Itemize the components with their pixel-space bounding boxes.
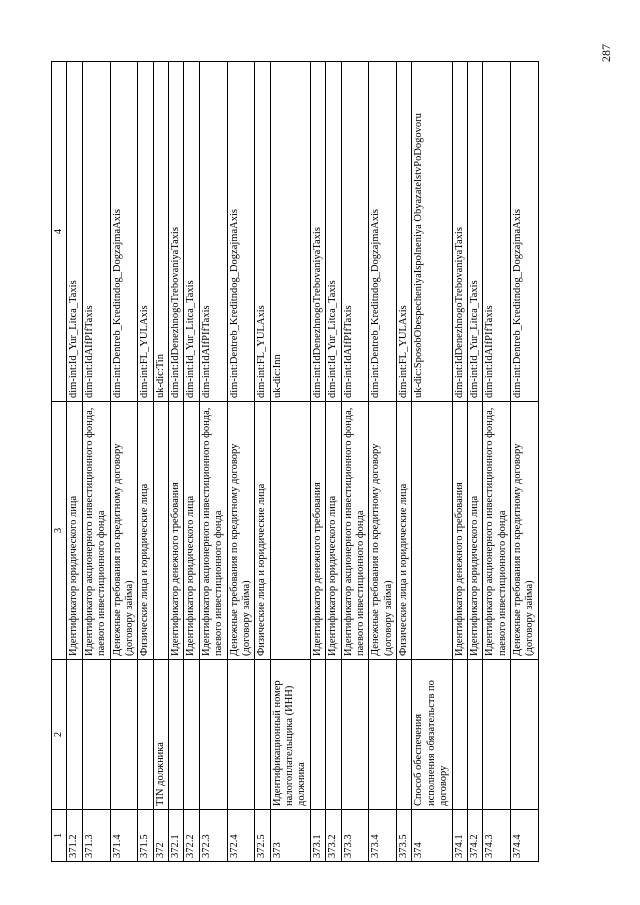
table-row xyxy=(227,62,255,862)
dimension-description-cell: Идентификатор юридического лица xyxy=(467,402,482,660)
indicator-name-cell xyxy=(169,660,184,810)
dimension-description-cell: Физические лица и юридические лица xyxy=(138,402,153,660)
table-row xyxy=(199,62,227,862)
row-number-cell: 374.4 xyxy=(511,810,539,862)
row-number-cell: 373.3 xyxy=(341,810,369,862)
table-row xyxy=(82,62,110,862)
dimension-description-cell: Денежные требования по кредитному договору (договору займа) xyxy=(227,402,255,660)
dimension-description-cell: Идентификатор акционерного инвестиционного фонда, паевого инвестиционного фонда xyxy=(483,402,511,660)
code-cell: dim-int:FL_YULAxis xyxy=(255,62,270,402)
row-number-cell: 372.2 xyxy=(184,810,199,862)
row-number-cell: 372.3 xyxy=(199,810,227,862)
code-cell: dim-int:FL_YULAxis xyxy=(397,62,412,402)
row-number-cell: 374.2 xyxy=(467,810,482,862)
indicator-name-cell xyxy=(227,660,255,810)
row-number-cell: 374.1 xyxy=(452,810,467,862)
dimension-description-cell xyxy=(153,402,168,660)
indicator-name-cell xyxy=(110,660,138,810)
code-cell: dim-int:Id_Yur_Litca_Taxis xyxy=(184,62,199,402)
row-number-cell: 371.4 xyxy=(110,810,138,862)
table-row xyxy=(184,62,199,862)
dimension-description-cell xyxy=(412,402,452,660)
column-header: 3 xyxy=(52,402,67,660)
code-cell: dim-int:IdDenezhnogoTrebovaniyaTaxis xyxy=(310,62,325,402)
dimension-description-cell: Идентификатор акционерного инвестиционного фонда, паевого инвестиционного фонда xyxy=(82,402,110,660)
dimension-description-cell: Денежные требования по кредитному договору (договору займа) xyxy=(110,402,138,660)
dimension-description-cell: Идентификатор денежного требования xyxy=(169,402,184,660)
indicator-name-cell xyxy=(452,660,467,810)
table-row xyxy=(369,62,397,862)
rotated-table-container xyxy=(51,62,539,862)
row-number-cell: 372.1 xyxy=(169,810,184,862)
header-row xyxy=(52,62,67,862)
table-row xyxy=(397,62,412,862)
table-row xyxy=(511,62,539,862)
code-cell: dim-int:IdAIfPIfTaxis xyxy=(341,62,369,402)
code-cell: uk-dic:SposobObespecheniyaIspolneniya ObyazatelstvPoDogovoru xyxy=(412,62,452,402)
dimension-description-cell: Идентификатор юридического лица xyxy=(326,402,341,660)
indicator-name-cell xyxy=(310,660,325,810)
table-body xyxy=(67,62,538,862)
code-cell: dim-int:IdDenezhnogoTrebovaniyaTaxis xyxy=(169,62,184,402)
indicator-name-cell: Способ обеспечения исполнения обязательств по договору xyxy=(412,660,452,810)
dimension-description-cell: Физические лица и юридические лица xyxy=(397,402,412,660)
row-number-cell: 372 xyxy=(153,810,168,862)
dimension-description-cell: Физические лица и юридические лица xyxy=(255,402,270,660)
dimension-description-cell: Идентификатор акционерного инвестиционного фонда, паевого инвестиционного фонда xyxy=(341,402,369,660)
code-cell: dim-int:FL_YULAxis xyxy=(138,62,153,402)
table-row xyxy=(153,62,168,862)
table-row xyxy=(255,62,270,862)
code-cell: dim-int:Id_Yur_Litca_Taxis xyxy=(67,62,82,402)
table-row xyxy=(341,62,369,862)
dimension-description-cell: Идентификатор денежного требования xyxy=(310,402,325,660)
table-row xyxy=(467,62,482,862)
indicator-name-cell xyxy=(369,660,397,810)
row-number-cell: 371.3 xyxy=(82,810,110,862)
row-number-cell: 372.5 xyxy=(255,810,270,862)
indicator-name-cell xyxy=(255,660,270,810)
indicator-name-cell: Идентификационный номер налогоплательщика (ИНН) должника xyxy=(270,660,310,810)
row-number-cell: 374.3 xyxy=(483,810,511,862)
indicator-name-cell xyxy=(467,660,482,810)
dimension-description-cell: Идентификатор юридического лица xyxy=(184,402,199,660)
table-row xyxy=(110,62,138,862)
indicator-name-cell xyxy=(326,660,341,810)
code-cell: dim-int:Id_Yur_Litca_Taxis xyxy=(326,62,341,402)
code-cell: dim-int:Dentreb_Kreditndog_DogzajmaAxis xyxy=(227,62,255,402)
dimension-description-cell xyxy=(270,402,310,660)
row-number-cell: 373.4 xyxy=(369,810,397,862)
code-cell: dim-int:Id_Yur_Litca_Taxis xyxy=(467,62,482,402)
dimension-description-cell: Идентификатор денежного требования xyxy=(452,402,467,660)
table-row xyxy=(270,62,310,862)
row-number-cell: 373.2 xyxy=(326,810,341,862)
code-cell: uk-dic:Tin xyxy=(153,62,168,402)
row-number-cell: 373.1 xyxy=(310,810,325,862)
table-row xyxy=(310,62,325,862)
table-row xyxy=(326,62,341,862)
code-cell: uk-dic:Inn xyxy=(270,62,310,402)
indicator-name-cell xyxy=(184,660,199,810)
dimension-description-cell: Идентификатор юридического лица xyxy=(67,402,82,660)
indicator-name-cell xyxy=(341,660,369,810)
dimension-description-cell: Денежные требования по кредитному договору (договору займа) xyxy=(511,402,539,660)
code-cell: dim-int:IdDenezhnogoTrebovaniyaTaxis xyxy=(452,62,467,402)
dimension-description-cell: Идентификатор акционерного инвестиционного фонда, паевого инвестиционного фонда xyxy=(199,402,227,660)
column-header: 2 xyxy=(52,660,67,810)
indicator-name-cell: TIN должника xyxy=(153,660,168,810)
code-cell: dim-int:Dentreb_Kreditndog_DogzajmaAxis xyxy=(110,62,138,402)
indicator-name-cell xyxy=(82,660,110,810)
table-row xyxy=(412,62,452,862)
indicator-name-cell xyxy=(511,660,539,810)
dimension-description-cell: Денежные требования по кредитному договору (договору займа) xyxy=(369,402,397,660)
code-cell: dim-int:IdAIfPIfTaxis xyxy=(199,62,227,402)
indicator-name-cell xyxy=(67,660,82,810)
code-cell: dim-int:Dentreb_Kreditndog_DogzajmaAxis xyxy=(369,62,397,402)
code-cell: dim-int:IdAIfPIfTaxis xyxy=(483,62,511,402)
code-cell: dim-int:Dentreb_Kreditndog_DogzajmaAxis xyxy=(511,62,539,402)
page-number: 287 xyxy=(599,44,613,62)
row-number-cell: 371.2 xyxy=(67,810,82,862)
column-header: 4 xyxy=(52,62,67,402)
table-row xyxy=(67,62,82,862)
table-row xyxy=(483,62,511,862)
indicator-name-cell xyxy=(397,660,412,810)
indicator-name-cell xyxy=(199,660,227,810)
row-number-cell: 372.4 xyxy=(227,810,255,862)
indicator-name-cell xyxy=(138,660,153,810)
table-row xyxy=(169,62,184,862)
row-number-cell: 373.5 xyxy=(397,810,412,862)
row-number-cell: 374 xyxy=(412,810,452,862)
data-table xyxy=(51,61,539,862)
indicator-name-cell xyxy=(483,660,511,810)
row-number-cell: 373 xyxy=(270,810,310,862)
column-header: 1 xyxy=(52,810,67,862)
row-number-cell: 371.5 xyxy=(138,810,153,862)
table-row xyxy=(452,62,467,862)
code-cell: dim-int:IdAIfPIfTaxis xyxy=(82,62,110,402)
table-row xyxy=(138,62,153,862)
